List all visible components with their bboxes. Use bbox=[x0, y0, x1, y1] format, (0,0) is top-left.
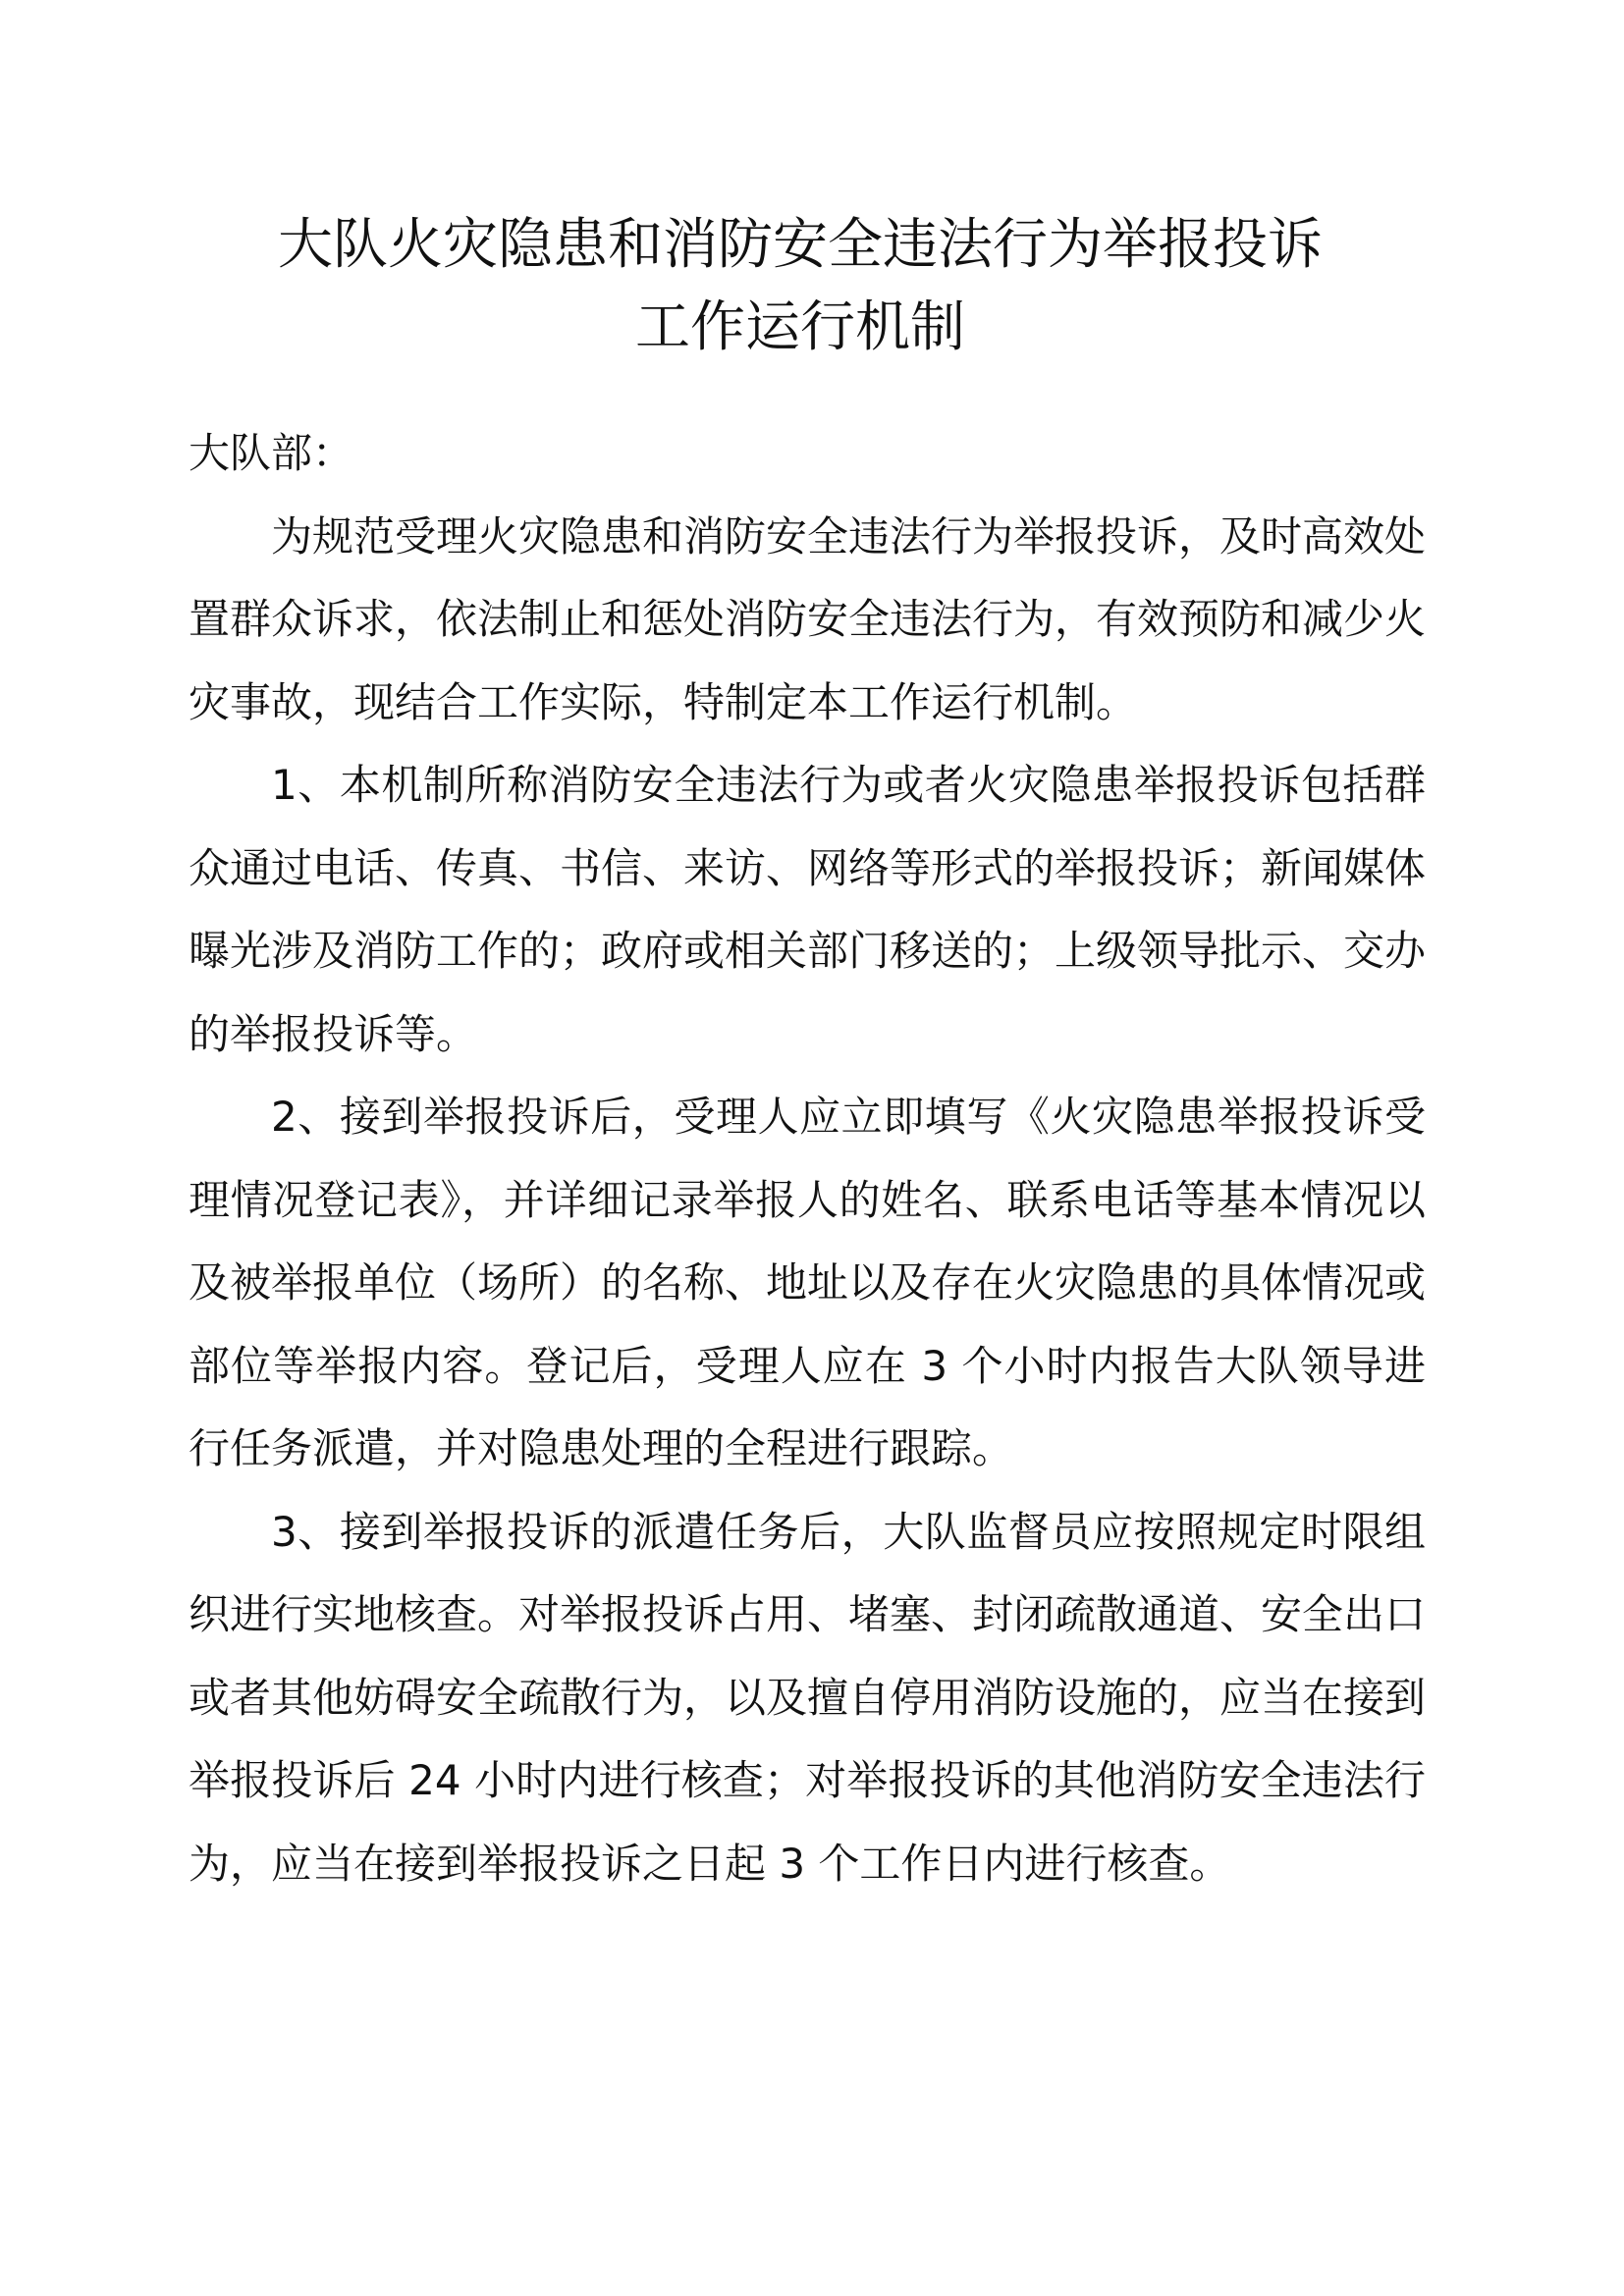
title-line-1: 大队火灾隐患和消防安全违法行为举报投诉 bbox=[278, 213, 1323, 277]
title-line-2: 工作运行机制 bbox=[635, 295, 965, 359]
paragraph-3: 3、接到举报投诉的派遣任务后，大队监督员应按照规定时限组织进行实地核查。对举报投诉占用、堵塞、封闭疏散通道、安全出口或者其他妨碍安全疏散行为，以及擅自停用消防设施的，应当在接到举报投诉后 24 小时内进行核查；对举报投诉的其他消防安全违法行为，应当在接到举报投诉之日起 3 个工作日内进行核查。 bbox=[189, 1507, 1427, 1888]
salutation: 大队部： bbox=[189, 429, 354, 477]
document-title bbox=[167, 204, 1434, 369]
paragraph-intro: 为规范受理火灾隐患和消防安全违法行为举报投诉，及时高效处置群众诉求，依法制止和惩处消防安全违法行为，有效预防和减少火灾事故，现结合工作实际，特制定本工作运行机制。 bbox=[189, 511, 1427, 726]
document-body bbox=[189, 412, 1426, 1905]
paragraph-1: 1、本机制所称消防安全违法行为或者火灾隐患举报投诉包括群众通过电话、传真、书信、来访、网络等形式的举报投诉；新闻媒体曝光涉及消防工作的；政府或相关部门移送的；上级领导批示、交办的举报投诉等。 bbox=[189, 761, 1427, 1058]
paragraph-2: 2、接到举报投诉后，受理人应立即填写《火灾隐患举报投诉受理情况登记表》，并详细记录举报人的姓名、联系电话等基本情况以及被举报单位（场所）的名称、地址以及存在火灾隐患的具体情况或部位等举报内容。登记后，受理人应在 3 个小时内报告大队领导进行任务派遣，并对隐患处理的全程进行跟踪。 bbox=[189, 1093, 1427, 1472]
